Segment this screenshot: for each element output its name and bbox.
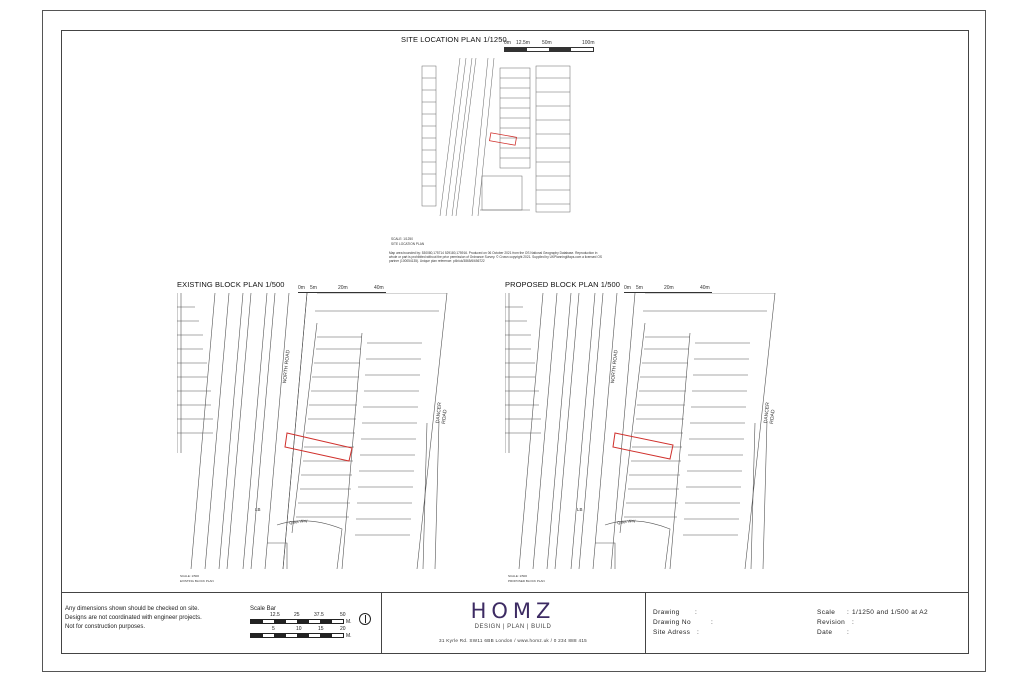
field-colon: :: [847, 629, 850, 636]
field-colon: :: [711, 619, 714, 626]
field-site-address: [653, 629, 700, 636]
field-scale: [817, 609, 929, 616]
company-logo: [381, 599, 645, 643]
scale-bar-tick: 10: [296, 626, 302, 632]
scale-label: 5m: [310, 285, 317, 291]
logo-tagline: DESIGN | PLAN | BUILD: [474, 624, 552, 630]
scale-bar-unit: M.: [346, 633, 352, 639]
scale-label: 20m: [338, 285, 348, 291]
road-label-north: NORTH ROAD: [282, 349, 292, 384]
field-drawing-no: [653, 619, 714, 626]
road-label-north: NORTH ROAD: [610, 349, 620, 384]
lb-label: LB: [255, 507, 261, 512]
title-block-divider: [645, 593, 646, 654]
site-scale-note: SCALE: 1/1250: [391, 237, 413, 241]
disclaimer-notes: [65, 605, 202, 632]
proposed-caption-scale: SCALE: 1/500: [508, 574, 528, 578]
field-label: Site Adress: [653, 629, 691, 636]
scale-bar-unit: M.: [346, 619, 352, 625]
disclaimer-line: Any dimensions shown should be checked on site.: [65, 606, 200, 612]
field-label: Date: [817, 629, 833, 636]
scale-bar-tick: 5: [272, 626, 275, 632]
field-label: Scale: [817, 609, 836, 616]
field-label: Revision: [817, 619, 846, 626]
disclaimer-line: Not for construction purposes.: [65, 624, 146, 630]
road-label-quiet: Quiet Way: [288, 517, 308, 526]
title-block: [61, 592, 969, 654]
existing-block-plan-map: [177, 293, 453, 569]
site-location-map: [420, 58, 576, 216]
scale-label: 0m: [298, 285, 305, 291]
proposed-caption-plan: PROPOSED BLOCK PLAN: [508, 579, 545, 583]
scale-bar-tick: 20: [340, 626, 346, 632]
existing-caption-scale: SCALE: 1/500: [180, 574, 200, 578]
os-license-text: Map area bounded by: 530080,175714 529180,175916. Produced on 06 October 2021 from the OS National Geography Database. Reproduction in whole or part is prohibited without the prior permission of Ordnance Survey. © Crown copyright 2021. Supplied by UKPlanningMaps.com a licensed OS partner (100054135). Unique plan reference: p4b/uk/3865/6/656722: [389, 251, 602, 263]
site-location-scalebar: [504, 40, 594, 52]
scale-bar-tick: 25: [294, 612, 300, 618]
road-label-dancer: DANCER ROAD: [435, 401, 449, 425]
field-colon: :: [697, 629, 700, 636]
road-label-dancer: DANCER ROAD: [763, 401, 777, 425]
scale-bar-tick: 15: [318, 626, 324, 632]
site-plan-note: SITE LOCATION PLAN: [391, 242, 425, 246]
field-colon: :: [852, 619, 855, 626]
road-label-quiet: Quiet Way: [616, 517, 636, 526]
company-address: 31 Kyrle Rd. SW11 6BB London / www.homz.uk / 0 234 888 415: [438, 638, 588, 643]
scale-label: 100m: [582, 40, 595, 46]
disclaimer-line: Designs are not coordinated with engineer projects.: [65, 615, 202, 621]
site-location-title: SITE LOCATION PLAN 1/1250: [401, 35, 507, 44]
north-arrow-icon: [359, 613, 371, 625]
lb-label: LB: [577, 507, 583, 512]
logo-wordmark: HOMZ: [470, 599, 556, 623]
scale-label: 20m: [664, 285, 674, 291]
scale-label: 40m: [374, 285, 384, 291]
scale-label: 0m: [624, 285, 631, 291]
field-label: Drawing: [653, 609, 680, 616]
existing-plan-title: EXISTING BLOCK PLAN 1/500: [177, 280, 285, 289]
existing-caption-plan: EXISTING BLOCK PLAN: [180, 579, 214, 583]
field-colon: :: [695, 609, 698, 616]
field-revision: [817, 619, 855, 626]
titleblock-scale-bar: [250, 606, 350, 638]
field-label: Drawing No: [653, 619, 691, 626]
scale-bar-tick: 12.5: [270, 612, 280, 618]
scale-label: 40m: [700, 285, 710, 291]
scale-label: 0m: [504, 40, 511, 46]
scale-bar-label: Scale Bar: [250, 606, 277, 612]
proposed-block-plan-map: [505, 293, 781, 569]
scale-bar-tick: 37.5: [314, 612, 324, 618]
scale-bar-tick: 50: [340, 612, 346, 618]
scale-label: 50m: [542, 40, 552, 46]
scale-label: 5m: [636, 285, 643, 291]
field-colon: :: [847, 609, 850, 616]
field-date: [817, 629, 850, 636]
field-value: 1/1250 and 1/500 at A2: [852, 609, 929, 616]
scale-label: 12.5m: [516, 40, 530, 46]
proposed-plan-title: PROPOSED BLOCK PLAN 1/500: [505, 280, 621, 289]
field-drawing: [653, 609, 698, 616]
